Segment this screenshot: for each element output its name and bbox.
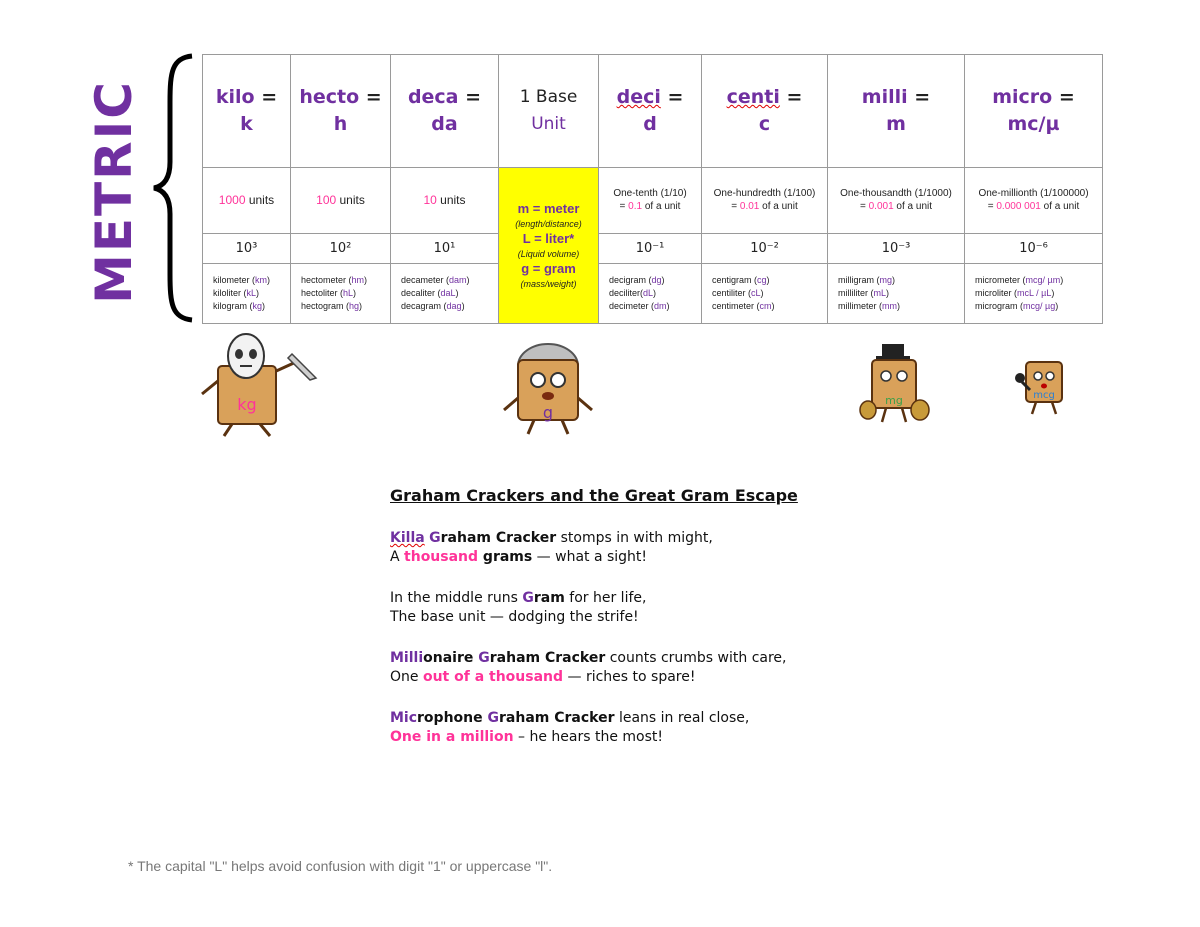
- power-centi: 10⁻²: [702, 234, 828, 263]
- base-units-cell: m = meter (length/distance) L = liter* (Liquid volume) g = gram (mass/weight): [499, 167, 599, 323]
- cracker-label-mg: mg: [885, 394, 903, 407]
- poem-stanza-4: Microphone Graham Cracker leans in real close, One in a million – he hears the most!: [390, 710, 750, 745]
- power-deci: 10⁻¹: [599, 234, 702, 263]
- header-hecto: hecto = h: [291, 55, 391, 168]
- granny-graham-cracker-image: [494, 338, 602, 438]
- power-hecto: 10²: [291, 234, 391, 263]
- curly-brace-icon: [150, 52, 198, 324]
- power-milli: 10⁻³: [828, 234, 965, 263]
- value-hecto: 100 units: [291, 167, 391, 234]
- examples-micro: micrometer (mcg/ µm) microliter (mcL / µL) microgram (mcg/ µg): [965, 263, 1103, 324]
- killa-graham-cracker-image: [188, 332, 320, 440]
- cracker-label-kg: kg: [237, 395, 257, 414]
- footnote: * The capital "L" helps avoid confusion with digit "1" or uppercase "l".: [128, 858, 553, 874]
- value-kilo: 1000 units: [203, 167, 291, 234]
- value-centi: One-hundredth (1/100) = 0.01 of a unit: [702, 167, 828, 234]
- microphone-graham-cracker-image: [1012, 356, 1072, 416]
- examples-deci: decigram (dg) deciliter(dL) decimeter (dm): [599, 263, 702, 324]
- metric-side-title: METRIC: [85, 80, 143, 304]
- header-deca: deca = da: [391, 55, 499, 168]
- header-base-unit: 1 Base Unit: [499, 55, 599, 168]
- examples-milli: milligram (mg) milliliter (mL) millimeter (mm): [828, 263, 965, 324]
- example-row: [203, 263, 1103, 324]
- examples-hecto: hectometer (hm) hectoliter (hL) hectogram (hg): [291, 263, 391, 324]
- power-kilo: 10³: [203, 234, 291, 263]
- cracker-label-g: g: [542, 403, 554, 422]
- value-milli: One-thousandth (1/1000) = 0.001 of a unit: [828, 167, 965, 234]
- poem-stanza-2: In the middle runs Gram for her life, The base unit — dodging the strife!: [390, 590, 647, 625]
- power-deca: 10¹: [391, 234, 499, 263]
- header-kilo: kilo = k: [203, 55, 291, 168]
- header-milli: milli = m: [828, 55, 965, 168]
- header-micro: micro = mc/µ: [965, 55, 1103, 168]
- metric-prefix-table: [202, 54, 1103, 324]
- header-deci: deci = d: [599, 55, 702, 168]
- prefix-header-row: [203, 55, 1103, 168]
- power-row: [203, 234, 1103, 263]
- value-deca: 10 units: [391, 167, 499, 234]
- millionaire-graham-cracker-image: [858, 342, 934, 426]
- power-micro: 10⁻⁶: [965, 234, 1103, 263]
- cracker-label-mcg: mcg: [1033, 390, 1055, 401]
- poem: [390, 486, 910, 769]
- value-micro: One-millionth (1/100000) = 0.000 001 of a unit: [965, 167, 1103, 234]
- value-row: [203, 167, 1103, 234]
- examples-centi: centigram (cg) centiliter (cL) centimeter (cm): [702, 263, 828, 324]
- value-deci: One-tenth (1/10) = 0.1 of a unit: [599, 167, 702, 234]
- header-centi: centi = c: [702, 55, 828, 168]
- poem-stanza-3: Millionaire Graham Cracker counts crumbs with care, One out of a thousand — riches to spare!: [390, 650, 787, 685]
- poem-stanza-1: Killa Graham Cracker stomps in with might, A thousand grams — what a sight!: [390, 530, 713, 565]
- poem-title: Graham Crackers and the Great Gram Escape: [390, 486, 798, 505]
- examples-kilo: kilometer (km) kiloliter (kL) kilogram (kg): [203, 263, 291, 324]
- examples-deca: decameter (dam) decaliter (daL) decagram (dag): [391, 263, 499, 324]
